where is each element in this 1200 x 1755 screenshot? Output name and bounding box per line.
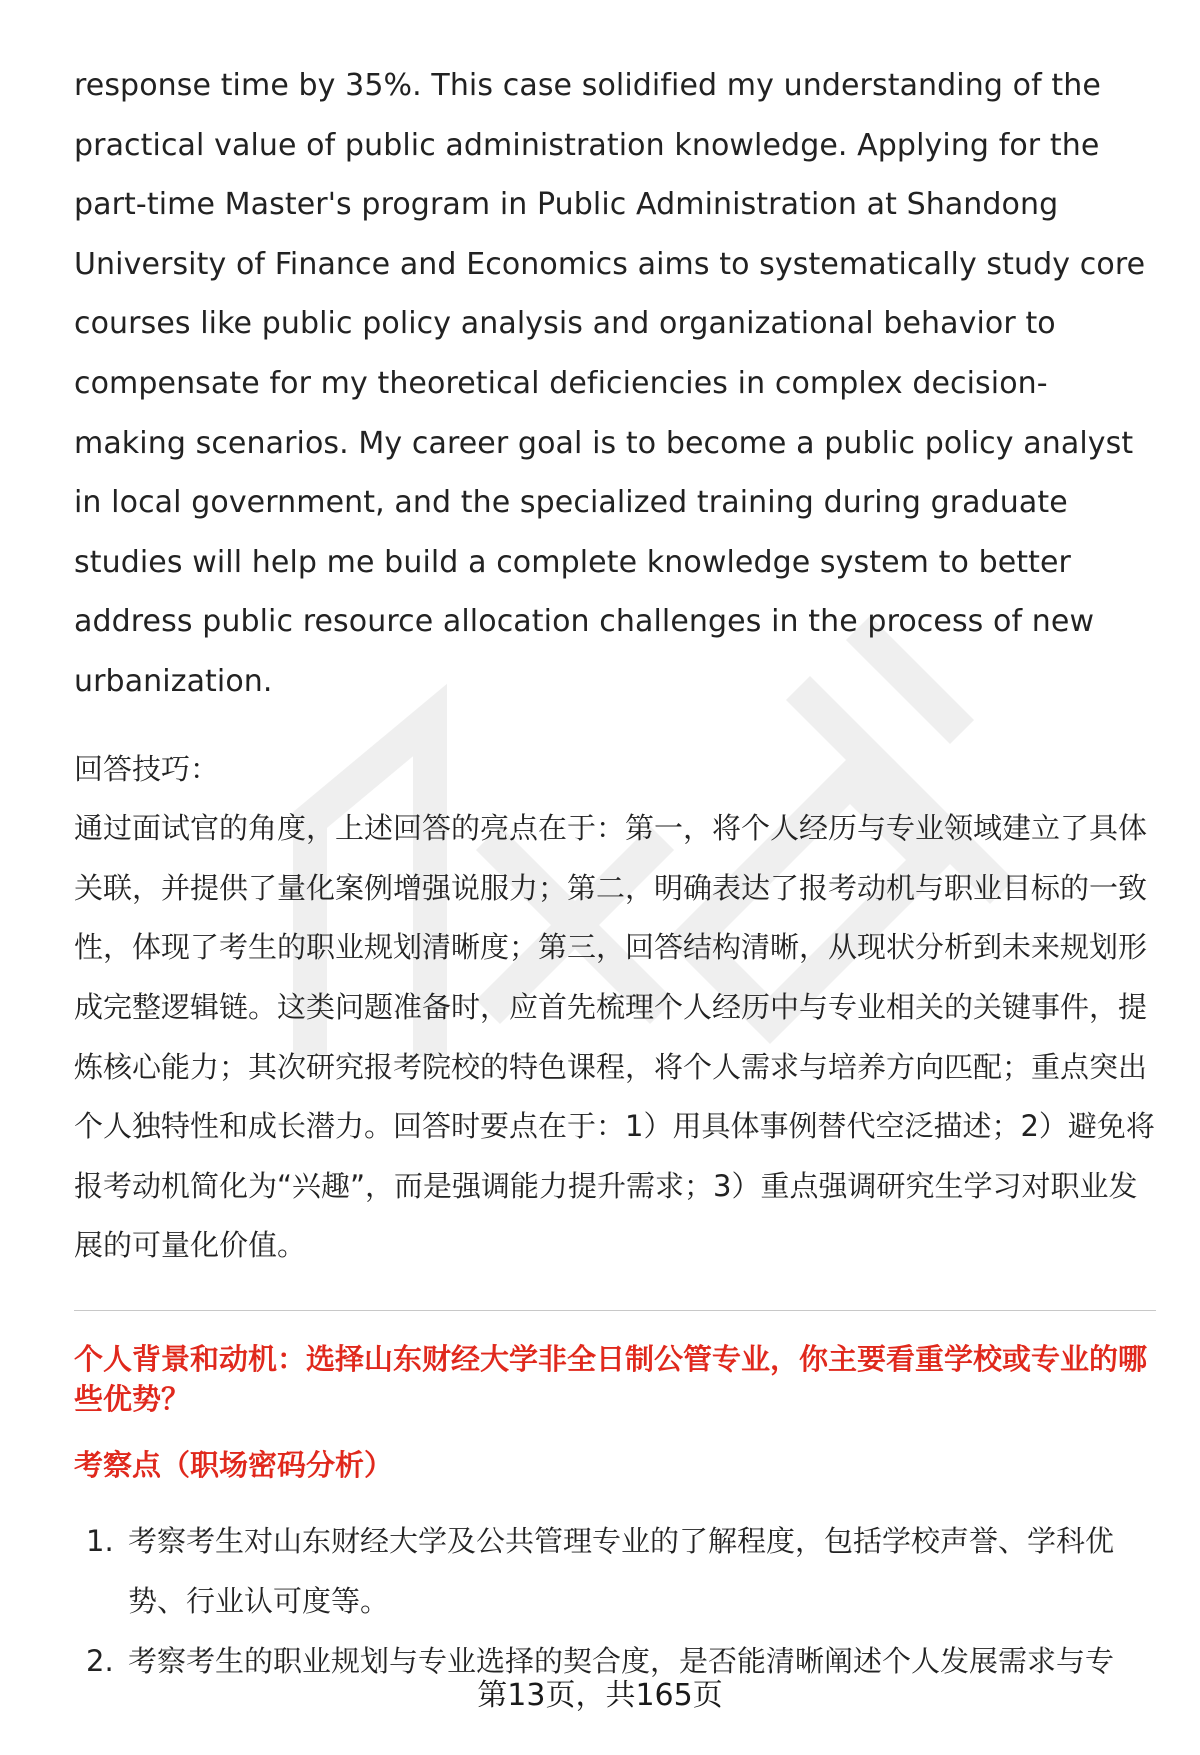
answer-continuation-paragraph: response time by 35%. This case solidified my understanding of the practical value of public administration knowledge. Applying for the part-time Master's program in Public Administration at Shandong University of Finance and Economics aims to systematically study core courses like public policy analysis and organizational behavior to compensate for my theoretical deficiencies in complex decision-making scenarios. My career goal is to become a public policy analyst in local government, and the specialized training during graduate studies will help me build a complete knowledge system to better address public resource allocation challenges in the process of new urbanization. bbox=[74, 68, 1146, 699]
question-heading: 个人背景和动机：选择山东财经大学非全日制公管专业，你主要看重学校或专业的哪些优势？ bbox=[74, 1341, 1148, 1416]
assessment-points-title: 考察点（职场密码分析） bbox=[74, 1447, 394, 1482]
main-content bbox=[74, 56, 1156, 1691]
section-divider bbox=[74, 1310, 1156, 1311]
list-item bbox=[74, 1511, 1156, 1631]
tips-label: 回答技巧： bbox=[74, 751, 220, 786]
list-item-number: 1. bbox=[86, 1523, 114, 1558]
list-item-number: 2. bbox=[86, 1643, 114, 1678]
list-item-text: 考察考生对山东财经大学及公共管理专业的了解程度，包括学校声誉、学科优势、行业认可度等。 bbox=[128, 1523, 1115, 1618]
tips-paragraph: 通过面试官的角度，上述回答的亮点在于：第一，将个人经历与专业领域建立了具体关联，并提供了量化案例增强说服力；第二，明确表达了报考动机与职业目标的一致性，体现了考生的职业规划清晰度；第三，回答结构清晰，从现状分析到未来规划形成完整逻辑链。这类问题准备时，应首先梳理个人经历中与专业相关的关键事件，提炼核心能力；其次研究报考院校的特色课程，将个人需求与培养方向匹配；重点突出个人独特性和成长潜力。回答时要点在于：1）用具体事例替代空泛描述；2）避免将报考动机简化为“兴趣”，而是强调能力提升需求；3）重点强调研究生学习对职业发展的可量化价值。 bbox=[74, 811, 1155, 1263]
assessment-points-list bbox=[74, 1511, 1156, 1691]
page-number-footer: 第13页，共165页 bbox=[477, 1678, 723, 1713]
list-item-text: 考察考生的职业规划与专业选择的契合度，是否能清晰阐述个人发展需求与专 bbox=[128, 1643, 1115, 1678]
